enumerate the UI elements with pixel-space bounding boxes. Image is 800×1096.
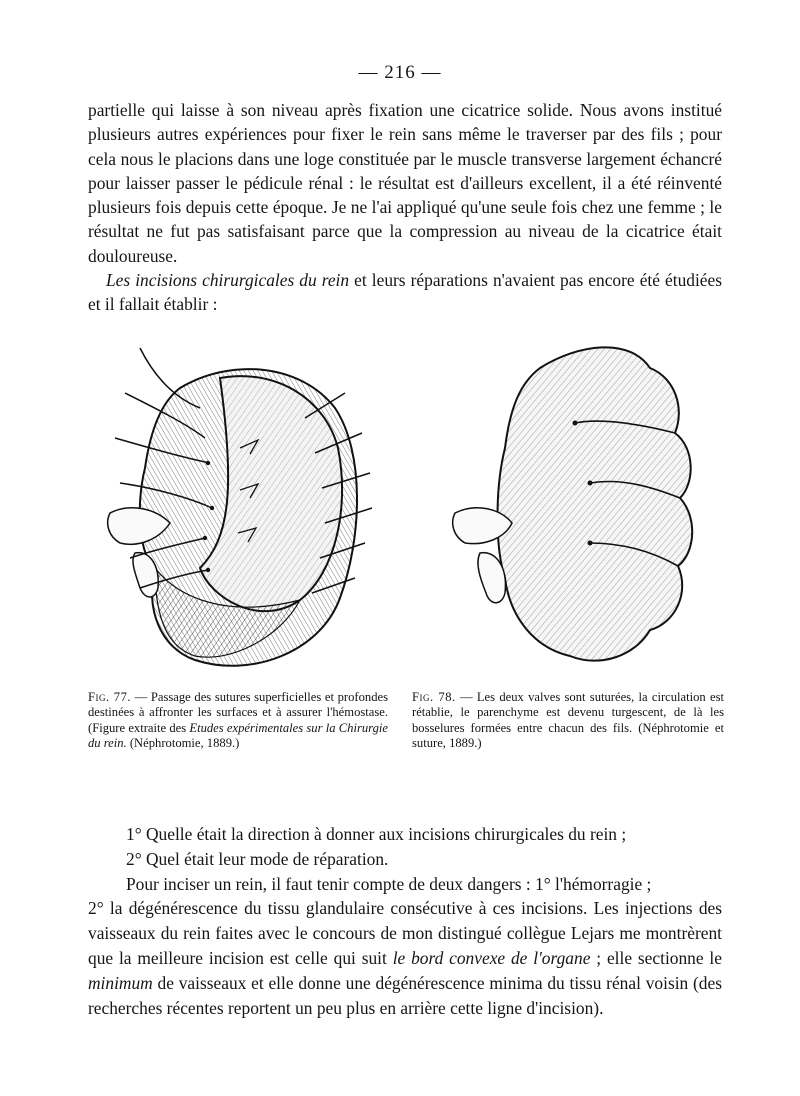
paragraph-3-rest xyxy=(88,896,722,1020)
list-item-1: 1° Quelle était la direction à donner aux incisions chirurgicales du rein ; xyxy=(126,824,627,844)
italic-phrase-convexe: le bord convexe de l'organe xyxy=(392,947,591,968)
figure-78-caption-text: — Les deux valves sont suturées, la circulation est rétablie, le parenchyme est devenu turgescent, de là les bosselures formées entre chacun des fils. (Néphrotomie et suture, 1889.) xyxy=(412,690,725,751)
figure-78-label: Fig. 78. xyxy=(412,690,456,704)
paragraph-2 xyxy=(88,268,722,317)
figure-78-caption xyxy=(412,690,724,752)
paragraph-3-part-2: ; elle sectionne le xyxy=(590,947,722,968)
figure-77-illustration xyxy=(100,338,400,683)
bottom-text xyxy=(88,822,722,1020)
paragraph-3-line-1: Pour inciser un rein, il faut tenir compte de deux dangers : 1° l'hémorragie ; xyxy=(126,873,652,894)
top-paragraphs xyxy=(88,98,722,317)
figure-77-caption-end: (Néphrotomie, 1889.) xyxy=(126,736,240,751)
paragraph-3-part-3: de vaisseaux et elle donne une dégénérescence minima du tissu rénal voisin (des recherches récentes reportent un peu plus en arrière cette ligne d'incision). xyxy=(88,972,722,1018)
italic-phrase-minimum: minimum xyxy=(88,972,153,993)
paragraph-3-part-1: 2° la dégénérescence du tissu glandulaire consécutive à ces incisions. Les injections des vaisseaux du rein faites avec le concours de mon distingué collègue Lejars me montrèrent que la meilleure incision est celle qui suit xyxy=(88,898,722,968)
figure-77-caption-italic: Etudes expérimentales sur la Chirurgie du rein. xyxy=(88,720,388,751)
list-item-2: 2° Quel était leur mode de réparation. xyxy=(126,848,389,869)
figure-77-caption xyxy=(88,690,388,752)
figure-77-label: Fig. 77. xyxy=(88,690,132,704)
page-number: — 216 — xyxy=(358,62,442,83)
figure-77-caption-text: — Passage des sutures superficielles et profondes destinées à affronter les surfaces et à assurer l'hémostase. (Figure extraite des xyxy=(88,690,388,735)
figure-78-illustration xyxy=(450,338,720,683)
paragraph-1: partielle qui laisse à son niveau après fixation une cicatrice solide. Nous avons institué plusieurs autres expériences pour fixer le rein sans même le traverser par des fils ; pour cela nous le placions dans une loge constituée par le muscle transverse largement échancré pour laisser passer le pédicule rénal : le résultat est d'ailleurs excellent, il a été réinventé plusieurs fois depuis cette époque. Je ne l'ai appliqué qu'une seule fois chez une femme ; le résultat ne fut pas satisfaisant parce que la compression au niveau de la cicatrice était douloureuse. xyxy=(88,100,722,266)
figures-area xyxy=(0,338,800,688)
paragraph-2-rest: et leurs réparations n'avaient pas encore été étudiées et il fallait établir : xyxy=(88,270,723,315)
italic-phrase: Les incisions chirurgicales du rein xyxy=(106,270,350,291)
